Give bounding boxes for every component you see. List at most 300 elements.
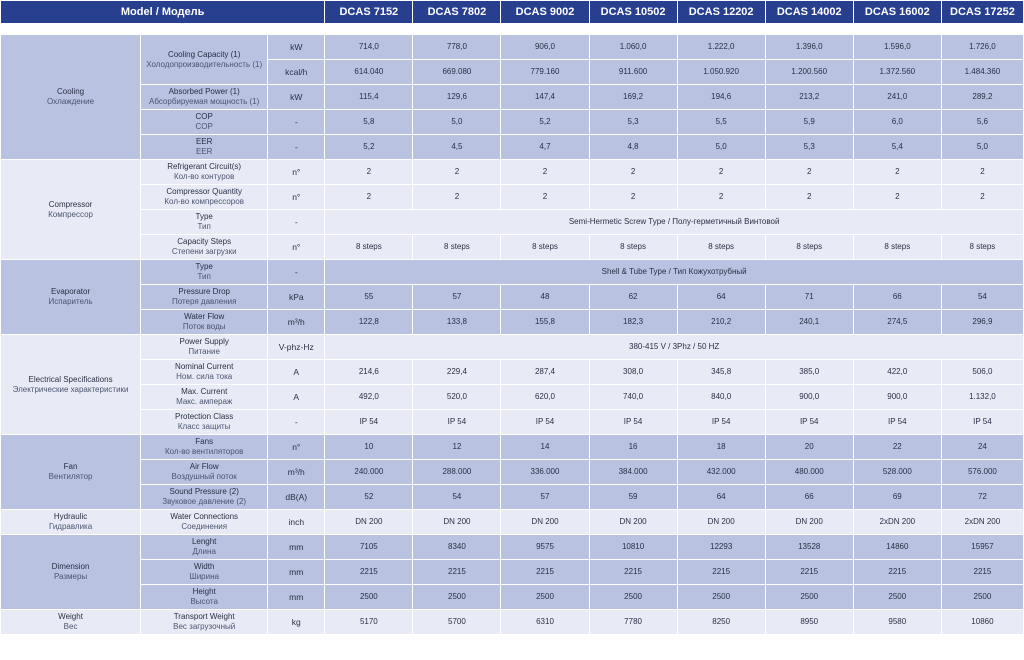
param-name-en: Nominal Current [175, 362, 234, 371]
value-cell: 900,0 [765, 385, 853, 410]
value-cell: 213,2 [765, 85, 853, 110]
value-cell: 7780 [589, 610, 677, 635]
param-name-ru: Кол-во компрессоров [164, 197, 244, 206]
value-cell: 296,9 [941, 310, 1023, 335]
spec-row [1, 535, 1024, 560]
value-cell: 10810 [589, 535, 677, 560]
unit-cell: - [268, 410, 325, 435]
spacer [1, 24, 1024, 35]
value-cell: 2500 [941, 585, 1023, 610]
value-cell: 5700 [413, 610, 501, 635]
value-cell: 48 [501, 285, 589, 310]
value-cell: 133,8 [413, 310, 501, 335]
param-label [141, 610, 268, 635]
spec-row [1, 85, 1024, 110]
spec-row [1, 260, 1024, 285]
spec-row [1, 460, 1024, 485]
value-cell: 5,6 [941, 110, 1023, 135]
value-cell: IP 54 [325, 410, 413, 435]
group-label [1, 35, 141, 160]
param-label [141, 360, 268, 385]
param-label [141, 460, 268, 485]
param-label [141, 260, 268, 285]
value-cell: 57 [501, 485, 589, 510]
unit-cell: n° [268, 435, 325, 460]
value-cell: 5,9 [765, 110, 853, 135]
param-label [141, 510, 268, 535]
unit-cell: kcal/h [268, 60, 325, 85]
param-name-ru: Тип [197, 222, 211, 231]
value-cell: 520,0 [413, 385, 501, 410]
value-cell: 12293 [677, 535, 765, 560]
unit-cell: kg [268, 610, 325, 635]
value-cell: 669.080 [413, 60, 501, 85]
param-name-ru: EER [195, 147, 213, 156]
param-name-ru: Тип [197, 272, 211, 281]
param-name-en: Lenght [191, 537, 217, 546]
group-name-ru: Гидравлика [48, 522, 93, 531]
value-cell: 779.160 [501, 60, 589, 85]
param-label [141, 435, 268, 460]
group-name-en: Evaporator [50, 287, 91, 296]
value-cell: 1.726,0 [941, 35, 1023, 60]
value-cell: 2500 [853, 585, 941, 610]
model-col-header: DCAS 14002 [765, 1, 853, 24]
param-name-en: Type [195, 212, 213, 221]
value-cell: 2 [677, 160, 765, 185]
value-cell: 2 [589, 185, 677, 210]
value-cell: IP 54 [501, 410, 589, 435]
spec-row [1, 510, 1024, 535]
param-name-en: Transport Weight [173, 612, 235, 621]
value-cell: 57 [413, 285, 501, 310]
model-col-header: DCAS 10502 [589, 1, 677, 24]
param-label [141, 535, 268, 560]
value-cell: 5,8 [325, 110, 413, 135]
model-col-header: DCAS 16002 [853, 1, 941, 24]
value-cell: 8 steps [325, 235, 413, 260]
value-cell: 287,4 [501, 360, 589, 385]
param-label [141, 135, 268, 160]
value-cell: 1.596,0 [853, 35, 941, 60]
unit-cell: mm [268, 560, 325, 585]
param-label [141, 310, 268, 335]
param-name-ru: Макс. ампераж [176, 397, 233, 406]
span-value-cell: Semi-Hermetic Screw Type / Полу-герметичный Винтовой [325, 210, 1024, 235]
value-cell: 6,0 [853, 110, 941, 135]
value-cell: 5,0 [941, 135, 1023, 160]
group-name-en: Weight [58, 612, 83, 621]
param-name-en: Refrigerant Circuit(s) [167, 162, 242, 171]
value-cell: DN 200 [501, 510, 589, 535]
value-cell: 620,0 [501, 385, 589, 410]
value-cell: 15957 [941, 535, 1023, 560]
value-cell: 5,3 [589, 110, 677, 135]
group-name-en: Cooling [56, 87, 85, 96]
value-cell: 5,5 [677, 110, 765, 135]
param-label [141, 110, 268, 135]
value-cell: 422,0 [853, 360, 941, 385]
value-cell: 24 [941, 435, 1023, 460]
unit-cell: - [268, 110, 325, 135]
value-cell: 240,1 [765, 310, 853, 335]
unit-cell: - [268, 210, 325, 235]
value-cell: 8250 [677, 610, 765, 635]
group-name-ru: Компрессор [48, 209, 93, 219]
group-name-ru: Электрические характеристики [12, 384, 129, 394]
param-label [141, 185, 268, 210]
value-cell: DN 200 [325, 510, 413, 535]
value-cell: 8 steps [589, 235, 677, 260]
param-label [141, 35, 268, 85]
value-cell: 240.000 [325, 460, 413, 485]
value-cell: 10860 [941, 610, 1023, 635]
value-cell: 345,8 [677, 360, 765, 385]
spec-row [1, 135, 1024, 160]
value-cell: 2xDN 200 [941, 510, 1023, 535]
group-name-ru: Вентилятор [48, 472, 93, 481]
value-cell: 122,8 [325, 310, 413, 335]
value-cell: 2215 [589, 560, 677, 585]
model-header: Model / Модель [1, 1, 325, 24]
param-name-ru: Ширина [189, 572, 219, 581]
value-cell: 20 [765, 435, 853, 460]
value-cell: 2500 [589, 585, 677, 610]
unit-cell: inch [268, 510, 325, 535]
value-cell: 210,2 [677, 310, 765, 335]
value-cell: 8 steps [853, 235, 941, 260]
value-cell: 229,4 [413, 360, 501, 385]
param-name-en: Width [193, 562, 215, 571]
value-cell: 1.484.360 [941, 60, 1023, 85]
value-cell: 52 [325, 485, 413, 510]
model-col-header: DCAS 7802 [413, 1, 501, 24]
param-name-en: Height [192, 587, 216, 596]
value-cell: 1.372.560 [853, 60, 941, 85]
param-name-ru: Ном. сила тока [176, 372, 233, 381]
value-cell: 480.000 [765, 460, 853, 485]
value-cell: 576.000 [941, 460, 1023, 485]
value-cell: 2500 [677, 585, 765, 610]
spec-row [1, 285, 1024, 310]
value-cell: 129,6 [413, 85, 501, 110]
param-name-ru: Питание [188, 347, 220, 356]
value-cell: 5,0 [677, 135, 765, 160]
param-name-en: Type [195, 262, 213, 271]
value-cell: 384.000 [589, 460, 677, 485]
value-cell: IP 54 [413, 410, 501, 435]
param-name-ru: Воздушный поток [171, 472, 237, 481]
value-cell: 1.060,0 [589, 35, 677, 60]
value-cell: 308,0 [589, 360, 677, 385]
value-cell: 5,4 [853, 135, 941, 160]
value-cell: 1.132,0 [941, 385, 1023, 410]
value-cell: 2500 [413, 585, 501, 610]
value-cell: 241,0 [853, 85, 941, 110]
value-cell: 8 steps [413, 235, 501, 260]
group-label [1, 610, 141, 635]
value-cell: 194,6 [677, 85, 765, 110]
header-gap [1, 24, 1024, 35]
value-cell: 182,3 [589, 310, 677, 335]
param-name-ru: COP [195, 122, 213, 131]
param-name-ru: Вес загрузочный [173, 622, 236, 631]
value-cell: 4,5 [413, 135, 501, 160]
param-label [141, 585, 268, 610]
param-label [141, 210, 268, 235]
param-name-ru: Соединения [181, 522, 228, 531]
param-name-en: Water Connections [170, 512, 239, 521]
value-cell: 2215 [501, 560, 589, 585]
param-name-en: Compressor Quantity [166, 187, 242, 196]
value-cell: IP 54 [677, 410, 765, 435]
value-cell: 8 steps [941, 235, 1023, 260]
unit-cell: kW [268, 85, 325, 110]
value-cell: 2 [501, 185, 589, 210]
span-value-cell: 380-415 V / 3Phz / 50 HZ [325, 335, 1024, 360]
value-cell: 8950 [765, 610, 853, 635]
value-cell: 9575 [501, 535, 589, 560]
value-cell: 13528 [765, 535, 853, 560]
value-cell: 2215 [413, 560, 501, 585]
unit-cell: dB(A) [268, 485, 325, 510]
param-label [141, 485, 268, 510]
param-label [141, 235, 268, 260]
unit-cell: n° [268, 160, 325, 185]
param-name-ru: Высота [190, 597, 218, 606]
value-cell: 2500 [765, 585, 853, 610]
value-cell: 7105 [325, 535, 413, 560]
value-cell: 289,2 [941, 85, 1023, 110]
value-cell: 54 [941, 285, 1023, 310]
value-cell: 155,8 [501, 310, 589, 335]
param-name-en: Capacity Steps [177, 237, 232, 246]
value-cell: DN 200 [677, 510, 765, 535]
value-cell: 59 [589, 485, 677, 510]
group-label [1, 510, 141, 535]
param-name-ru: Кол-во контуров [173, 172, 235, 181]
spec-row [1, 410, 1024, 435]
group-name-en: Fan [63, 462, 78, 471]
group-label [1, 335, 141, 435]
value-cell: 214,6 [325, 360, 413, 385]
value-cell: 528.000 [853, 460, 941, 485]
group-label [1, 435, 141, 510]
value-cell: 169,2 [589, 85, 677, 110]
unit-cell: kPa [268, 285, 325, 310]
value-cell: 14 [501, 435, 589, 460]
value-cell: 1.050.920 [677, 60, 765, 85]
value-cell: 614.040 [325, 60, 413, 85]
value-cell: 6310 [501, 610, 589, 635]
value-cell: DN 200 [765, 510, 853, 535]
param-label [141, 335, 268, 360]
param-label [141, 385, 268, 410]
value-cell: 2 [677, 185, 765, 210]
value-cell: 71 [765, 285, 853, 310]
spec-row [1, 110, 1024, 135]
unit-cell: - [268, 135, 325, 160]
group-name-en: Compressor [48, 199, 93, 209]
value-cell: IP 54 [941, 410, 1023, 435]
param-name-ru: Звуковое давление (2) [162, 497, 247, 506]
value-cell: 2 [941, 160, 1023, 185]
param-label [141, 560, 268, 585]
param-name-en: Air Flow [189, 462, 219, 471]
param-name-ru: Класс защиты [177, 422, 231, 431]
unit-cell: kW [268, 35, 325, 60]
spec-row [1, 435, 1024, 460]
value-cell: 2215 [941, 560, 1023, 585]
value-cell: 2 [941, 185, 1023, 210]
spec-row [1, 185, 1024, 210]
param-name-en: Fans [195, 437, 214, 446]
spec-row [1, 335, 1024, 360]
value-cell: 2xDN 200 [853, 510, 941, 535]
value-cell: 906,0 [501, 35, 589, 60]
param-label [141, 160, 268, 185]
model-col-header: DCAS 9002 [501, 1, 589, 24]
spec-row [1, 35, 1024, 60]
param-label [141, 85, 268, 110]
param-name-ru: Потеря давления [171, 297, 237, 306]
spec-row [1, 235, 1024, 260]
value-cell: DN 200 [413, 510, 501, 535]
value-cell: 8 steps [501, 235, 589, 260]
param-name-en: EER [195, 137, 213, 146]
value-cell: 69 [853, 485, 941, 510]
value-cell: 16 [589, 435, 677, 460]
value-cell: 5,2 [325, 135, 413, 160]
value-cell: 72 [941, 485, 1023, 510]
value-cell: 4,7 [501, 135, 589, 160]
value-cell: 115,4 [325, 85, 413, 110]
value-cell: 2 [765, 160, 853, 185]
param-name-ru: Кол-во вентиляторов [164, 447, 244, 456]
group-name-ru: Вес [63, 622, 78, 631]
value-cell: 66 [765, 485, 853, 510]
value-cell: 10 [325, 435, 413, 460]
value-cell: 2 [413, 160, 501, 185]
unit-cell: - [268, 260, 325, 285]
unit-cell: n° [268, 185, 325, 210]
param-name-en: Protection Class [175, 412, 234, 421]
value-cell: 2215 [853, 560, 941, 585]
spec-row [1, 610, 1024, 635]
value-cell: 2215 [765, 560, 853, 585]
value-cell: 14860 [853, 535, 941, 560]
value-cell: 274,5 [853, 310, 941, 335]
value-cell: 55 [325, 285, 413, 310]
value-cell: 5,3 [765, 135, 853, 160]
spec-row [1, 585, 1024, 610]
unit-cell: mm [268, 535, 325, 560]
group-name-en: Dimension [51, 562, 90, 571]
value-cell: 64 [677, 285, 765, 310]
spec-row [1, 560, 1024, 585]
value-cell: 5,2 [501, 110, 589, 135]
spec-row [1, 360, 1024, 385]
value-cell: 5170 [325, 610, 413, 635]
unit-cell: A [268, 360, 325, 385]
value-cell: 66 [853, 285, 941, 310]
group-label [1, 535, 141, 610]
spec-row [1, 210, 1024, 235]
value-cell: 8340 [413, 535, 501, 560]
value-cell: 4,8 [589, 135, 677, 160]
value-cell: 8 steps [677, 235, 765, 260]
param-name-en: Pressure Drop [178, 287, 230, 296]
value-cell: DN 200 [589, 510, 677, 535]
value-cell: 1.222,0 [677, 35, 765, 60]
param-name-ru: Длина [192, 547, 216, 556]
value-cell: 2 [325, 160, 413, 185]
param-name-ru: Поток воды [182, 322, 226, 331]
value-cell: IP 54 [589, 410, 677, 435]
value-cell: 22 [853, 435, 941, 460]
value-cell: 492,0 [325, 385, 413, 410]
model-col-header: DCAS 12202 [677, 1, 765, 24]
spec-row [1, 160, 1024, 185]
value-cell: 2 [853, 160, 941, 185]
model-col-header: DCAS 17252 [941, 1, 1023, 24]
spec-row [1, 385, 1024, 410]
value-cell: 62 [589, 285, 677, 310]
param-label [141, 410, 268, 435]
value-cell: 2 [413, 185, 501, 210]
group-name-en: Electrical Specifications [28, 374, 113, 384]
value-cell: 714,0 [325, 35, 413, 60]
value-cell: IP 54 [765, 410, 853, 435]
param-name-en: Absorbed Power (1) [168, 87, 240, 96]
value-cell: 2500 [325, 585, 413, 610]
value-cell: 18 [677, 435, 765, 460]
value-cell: 54 [413, 485, 501, 510]
value-cell: 911.600 [589, 60, 677, 85]
value-cell: 840,0 [677, 385, 765, 410]
value-cell: 336.000 [501, 460, 589, 485]
value-cell: 64 [677, 485, 765, 510]
param-name-ru: Абсорбируемая мощность (1) [149, 97, 260, 106]
param-label [141, 285, 268, 310]
unit-cell: mm [268, 585, 325, 610]
param-name-en: Cooling Capacity (1) [167, 49, 241, 59]
param-name-ru: Холодопроизводительность (1) [146, 59, 263, 69]
spec-body [1, 35, 1024, 635]
unit-cell: m³/h [268, 460, 325, 485]
group-name-en: Hydraulic [53, 512, 88, 521]
group-name-ru: Размеры [53, 572, 88, 581]
unit-cell: n° [268, 235, 325, 260]
value-cell: IP 54 [853, 410, 941, 435]
value-cell: 1.200.560 [765, 60, 853, 85]
value-cell: 506,0 [941, 360, 1023, 385]
group-label [1, 160, 141, 260]
value-cell: 288.000 [413, 460, 501, 485]
value-cell: 2 [589, 160, 677, 185]
value-cell: 2215 [325, 560, 413, 585]
param-name-en: Max. Current [181, 387, 228, 396]
group-name-ru: Охлаждение [47, 97, 95, 106]
value-cell: 9580 [853, 610, 941, 635]
group-name-ru: Испаритель [48, 297, 93, 306]
value-cell: 778,0 [413, 35, 501, 60]
unit-cell: m³/h [268, 310, 325, 335]
param-name-en: Sound Pressure (2) [169, 487, 239, 496]
value-cell: 2 [325, 185, 413, 210]
value-cell: 2 [501, 160, 589, 185]
value-cell: 900,0 [853, 385, 941, 410]
